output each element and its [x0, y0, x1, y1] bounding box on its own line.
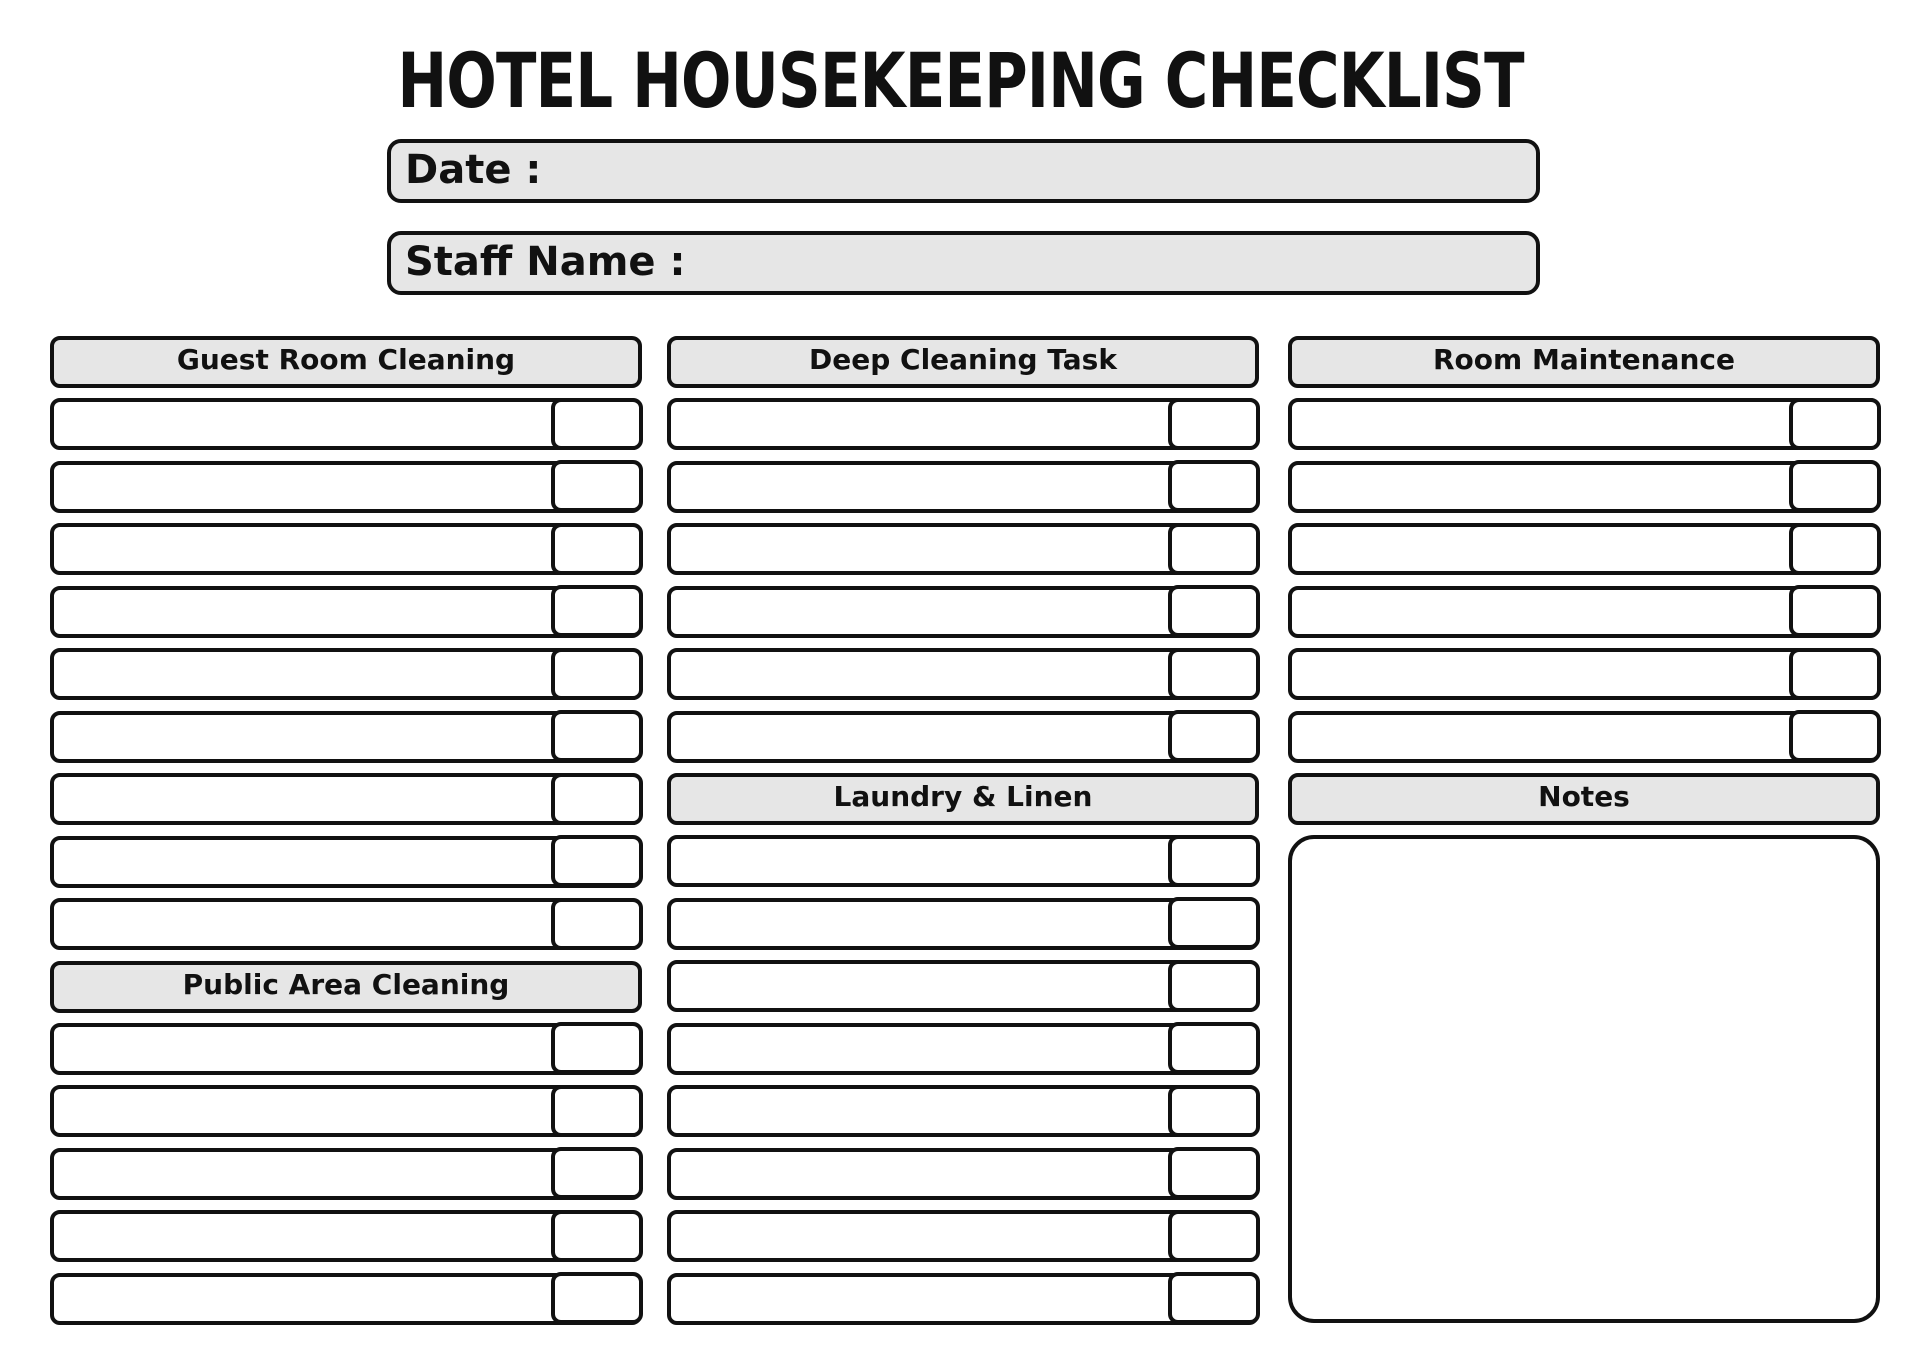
section-header-public-area-cleaning: Public Area Cleaning	[50, 961, 642, 1013]
task-line[interactable]	[50, 836, 642, 888]
room-maintenance-task-list	[1288, 398, 1880, 763]
task-checkbox[interactable]	[551, 898, 643, 950]
task-line[interactable]	[50, 648, 642, 700]
section-header-guest-room-cleaning: Guest Room Cleaning	[50, 336, 642, 388]
date-label: Date :	[405, 147, 542, 193]
task-checkbox[interactable]	[1168, 648, 1260, 700]
task-line[interactable]	[1288, 398, 1880, 450]
task-line[interactable]	[50, 711, 642, 763]
task-line[interactable]	[50, 586, 642, 638]
task-checkbox[interactable]	[1168, 1272, 1260, 1324]
task-checkbox[interactable]	[551, 398, 643, 450]
column-right	[1288, 336, 1880, 1323]
section-header-room-maintenance: Room Maintenance	[1288, 336, 1880, 388]
staff-name-field[interactable]	[387, 231, 1540, 295]
section-header-deep-cleaning-task: Deep Cleaning Task	[667, 336, 1259, 388]
task-checkbox[interactable]	[1168, 585, 1260, 637]
task-line[interactable]	[1288, 523, 1880, 575]
task-line[interactable]	[50, 1148, 642, 1200]
task-line[interactable]	[1288, 586, 1880, 638]
task-line[interactable]	[50, 1210, 642, 1262]
task-checkbox[interactable]	[1168, 398, 1260, 450]
task-checkbox[interactable]	[551, 1272, 643, 1324]
task-checkbox[interactable]	[1789, 710, 1881, 762]
task-checkbox[interactable]	[1168, 460, 1260, 512]
task-checkbox[interactable]	[551, 1210, 643, 1262]
task-line[interactable]	[667, 523, 1259, 575]
task-line[interactable]	[50, 398, 642, 450]
task-line[interactable]	[667, 586, 1259, 638]
task-line[interactable]	[667, 1273, 1259, 1325]
task-checkbox[interactable]	[1168, 710, 1260, 762]
task-line[interactable]	[667, 648, 1259, 700]
task-checkbox[interactable]	[551, 523, 643, 575]
date-field[interactable]	[387, 139, 1540, 203]
task-checkbox[interactable]	[1168, 1210, 1260, 1262]
notes-area[interactable]	[1288, 835, 1880, 1323]
task-checkbox[interactable]	[1789, 460, 1881, 512]
task-line[interactable]	[667, 1023, 1259, 1075]
task-line[interactable]	[667, 1148, 1259, 1200]
guest-room-task-list	[50, 398, 642, 950]
task-checkbox[interactable]	[551, 835, 643, 887]
task-line[interactable]	[667, 1085, 1259, 1137]
staff-name-label: Staff Name :	[405, 239, 686, 285]
task-line[interactable]	[1288, 711, 1880, 763]
task-line[interactable]	[50, 773, 642, 825]
task-line[interactable]	[50, 461, 642, 513]
task-line[interactable]	[1288, 461, 1880, 513]
section-header-laundry-linen: Laundry & Linen	[667, 773, 1259, 825]
task-checkbox[interactable]	[551, 460, 643, 512]
task-line[interactable]	[50, 898, 642, 950]
task-line[interactable]	[50, 1273, 642, 1325]
task-checkbox[interactable]	[1168, 1147, 1260, 1199]
task-checkbox[interactable]	[1789, 523, 1881, 575]
task-checkbox[interactable]	[551, 1147, 643, 1199]
task-checkbox[interactable]	[1789, 648, 1881, 700]
deep-cleaning-task-list	[667, 398, 1259, 763]
task-checkbox[interactable]	[551, 585, 643, 637]
task-line[interactable]	[667, 960, 1259, 1012]
task-checkbox[interactable]	[1789, 585, 1881, 637]
task-line[interactable]	[50, 1085, 642, 1137]
task-checkbox[interactable]	[551, 648, 643, 700]
section-header-notes: Notes	[1288, 773, 1880, 825]
public-area-task-list	[50, 1023, 642, 1325]
task-checkbox[interactable]	[551, 1085, 643, 1137]
task-checkbox[interactable]	[551, 773, 643, 825]
task-checkbox[interactable]	[1168, 523, 1260, 575]
task-checkbox[interactable]	[551, 1022, 643, 1074]
task-line[interactable]	[667, 1210, 1259, 1262]
task-checkbox[interactable]	[1168, 835, 1260, 887]
task-checkbox[interactable]	[1168, 960, 1260, 1012]
column-left	[50, 336, 642, 1335]
task-line[interactable]	[667, 898, 1259, 950]
task-checkbox[interactable]	[1168, 1085, 1260, 1137]
task-line[interactable]	[667, 835, 1259, 887]
task-checkbox[interactable]	[1789, 398, 1881, 450]
task-line[interactable]	[667, 398, 1259, 450]
task-line[interactable]	[1288, 648, 1880, 700]
page-title: HOTEL HOUSEKEEPING CHECKLIST	[397, 36, 1524, 125]
task-line[interactable]	[667, 461, 1259, 513]
column-middle	[667, 336, 1259, 1335]
task-checkbox[interactable]	[551, 710, 643, 762]
task-line[interactable]	[667, 711, 1259, 763]
task-checkbox[interactable]	[1168, 897, 1260, 949]
laundry-task-list	[667, 835, 1259, 1325]
task-checkbox[interactable]	[1168, 1022, 1260, 1074]
task-line[interactable]	[50, 523, 642, 575]
task-line[interactable]	[50, 1023, 642, 1075]
